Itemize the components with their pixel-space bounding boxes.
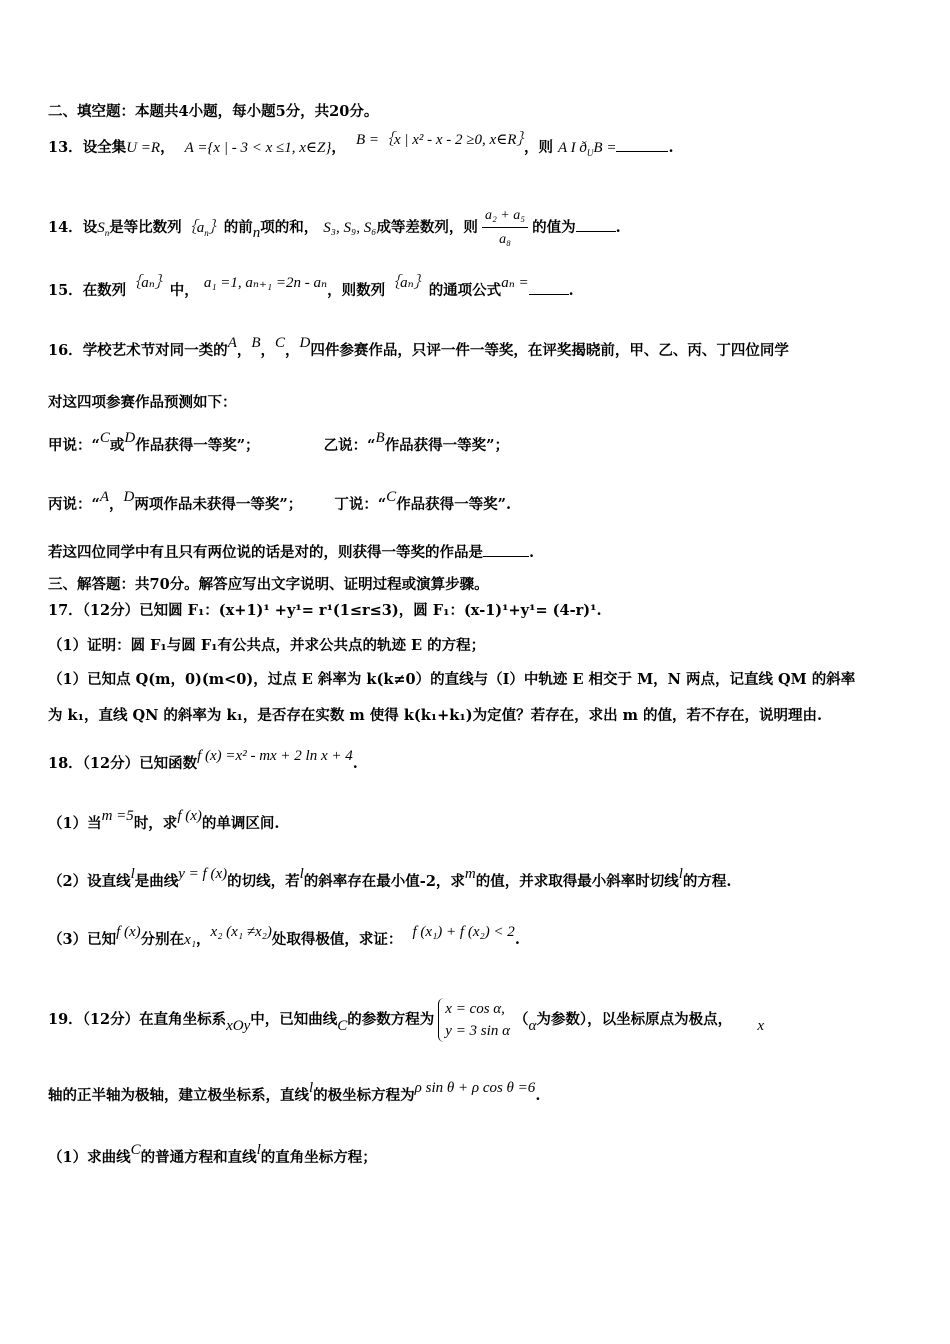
q18-p1-fx: f (x) xyxy=(177,808,202,824)
q18-p1-m: m =5 xyxy=(101,808,134,824)
q16-ding: 丁说：“ xyxy=(334,496,387,513)
section-3-heading xyxy=(48,575,910,595)
q13-expression-tail: B = xyxy=(593,140,617,156)
q19-text: 的参数方程为 xyxy=(347,1011,435,1028)
q18-p3-text: （3）已知 xyxy=(48,931,117,948)
q14-text: 是等比数列 xyxy=(109,219,182,236)
q15-number: 15． xyxy=(48,282,83,299)
q19-p1-text: 的直角坐标方程； xyxy=(260,1149,377,1166)
q19-p1-c: C xyxy=(130,1142,141,1158)
question-18 xyxy=(48,748,910,774)
q16-jia-or: 或 xyxy=(109,437,125,454)
q17-stem: 17．（12分）已知圆 F₁：(x+1)¹ +y¹= r¹(1≤r≤3)，圆 F₁：(x-1)¹+y¹= (4-r)¹. xyxy=(48,602,602,619)
q14-text: 成等差数列，则 xyxy=(376,219,478,236)
q18-stem: 18．（12分）已知函数 xyxy=(48,755,198,772)
q19-x: x xyxy=(757,1018,764,1034)
q19-text: （ xyxy=(513,1011,529,1028)
q16-yi-tail: 作品获得一等奖”； xyxy=(384,437,510,454)
q18-p2-l: l xyxy=(299,866,304,882)
q15-sequence: ｛aₙ｝ xyxy=(126,275,170,291)
q14-sum-sub: n xyxy=(104,227,110,238)
q14-sequence-sub: n xyxy=(204,227,209,238)
q16-answer-blank[interactable] xyxy=(483,556,529,557)
q19-text: 的极坐标方程为 xyxy=(313,1087,415,1104)
q19-parametric-system xyxy=(438,998,510,1042)
q18-p3-text: 处取得极值，求证： xyxy=(271,931,403,948)
q16-bing: 丙说：“ xyxy=(48,496,100,513)
q16-work-a: A xyxy=(227,335,237,351)
q16-work-c: C xyxy=(275,335,286,351)
q19-eq-x: x = cos α, xyxy=(445,1001,505,1017)
q18-p1-text: 的单调区间. xyxy=(201,815,280,832)
q19-p1-text: （1）求曲线 xyxy=(48,1149,131,1166)
q14-fraction-numerator: a₂ + a₅ xyxy=(482,206,528,228)
q15-text: 的通项公式 xyxy=(428,282,502,299)
q19-p1-l: l xyxy=(256,1142,261,1158)
q18-p2-m: m xyxy=(464,866,476,882)
question-16-predictions-2 xyxy=(48,489,910,515)
q18-p3-x1: x₁ xyxy=(184,932,197,948)
q14-terms: S₃, S₉, S₆ xyxy=(323,220,377,236)
q15-answer-blank[interactable] xyxy=(529,294,569,295)
q16-comma: ， xyxy=(285,342,300,359)
q18-p1-text: （1）当 xyxy=(48,815,102,832)
q14-sequence: ｛a xyxy=(181,220,205,236)
q13-expression: A I ð xyxy=(558,140,587,156)
q18-p2-curve: y = f (x) xyxy=(178,866,228,882)
q13-number: 13． xyxy=(48,139,83,156)
q16-text: 学校艺术节对同一类的 xyxy=(82,342,228,359)
q14-fraction-denominator: a₈ xyxy=(499,232,511,247)
q14-n: n xyxy=(252,225,261,241)
q16-ding-c: C xyxy=(386,489,397,505)
q15-text: ，则数列 xyxy=(327,282,386,299)
q13-set-a: A ={x | - 3 < x ≤1, x∈Z} xyxy=(184,140,332,156)
q14-text: 的前 xyxy=(223,219,253,236)
q16-jia: 甲说：“ xyxy=(48,437,100,454)
question-16-predictions-1 xyxy=(48,430,910,456)
q18-p1-text: 时，求 xyxy=(133,815,178,832)
q15-recurrence: a₁ =1, aₙ₊₁ =2n - aₙ xyxy=(203,275,328,291)
question-15 xyxy=(48,275,910,301)
question-19-part-1 xyxy=(48,1142,910,1168)
q16-ding-tail: 作品获得一等奖”. xyxy=(396,496,512,513)
q16-comma: ， xyxy=(109,496,124,513)
q19-line-l: l xyxy=(309,1080,314,1096)
q18-function: f (x) =x² - mx + 2 ln x + 4 xyxy=(197,748,353,764)
q18-end: . xyxy=(352,755,358,772)
q15-text: 中， xyxy=(169,282,199,299)
q19-text: 中，已知曲线 xyxy=(250,1011,338,1028)
q15-end: . xyxy=(568,282,574,299)
q13-universal-set: U =R xyxy=(126,140,161,156)
q19-alpha: α xyxy=(528,1018,537,1034)
q14-fraction xyxy=(482,206,528,250)
q16-jia-tail: 作品获得一等奖”； xyxy=(135,437,260,454)
q14-text: 项的和， xyxy=(260,219,319,236)
q19-stem: 19．（12分）在直角坐标系 xyxy=(48,1011,227,1028)
question-19-line-2 xyxy=(48,1080,910,1106)
q14-answer-blank[interactable] xyxy=(576,231,616,232)
q16-comma: ， xyxy=(236,342,252,359)
q16-yi-b: B xyxy=(375,430,385,446)
q14-text: 设 xyxy=(82,219,98,236)
q18-p2-text: 是曲线 xyxy=(134,873,179,890)
q16-bing-a: A xyxy=(99,489,110,505)
q16-text: 四件参赛作品，只评一件一等奖，在评奖揭晓前，甲、乙、丙、丁四位同学 xyxy=(310,342,789,359)
q16-end: . xyxy=(529,544,535,561)
q18-p3-inequality: f (x₁) + f (x₂) < 2 xyxy=(412,924,515,940)
q13-end: . xyxy=(668,139,674,156)
q15-text: 在数列 xyxy=(82,282,127,299)
q18-p2-l: l xyxy=(130,866,135,882)
q15-sequence: ｛aₙ｝ xyxy=(385,275,429,291)
q19-p1-text: 的普通方程和直线 xyxy=(140,1149,257,1166)
q18-p2-text: 的切线，若 xyxy=(227,873,300,890)
question-16-line-2 xyxy=(48,393,910,413)
q19-polar-equation: ρ sin θ + ρ cos θ =6 xyxy=(414,1080,536,1096)
question-18-part-2 xyxy=(48,866,910,892)
q17-part-2-text: （1）已知点 Q(m，0)(m<0)，过点 E 斜率为 k(k≠0）的直线与（Ⅰ）中轨迹 E 相交于 M，N 两点，记直线 QM 的斜率 xyxy=(48,671,856,688)
q13-text: ， xyxy=(331,139,346,156)
q14-sequence-tail: ｝ xyxy=(208,220,224,236)
q19-text: 为参数），以坐标原点为极点， xyxy=(536,1011,733,1028)
q18-p3-text: 分别在 xyxy=(140,931,185,948)
q14-number: 14． xyxy=(48,219,83,236)
q18-p2-l: l xyxy=(678,866,683,882)
q18-p3-fx: f (x) xyxy=(116,924,141,940)
q13-set-b: B =｛x | x² - x - 2 ≥0, x∈R｝ xyxy=(355,132,524,148)
q16-jia-d: D xyxy=(124,430,136,446)
section-3-heading-text: 三、解答题：共70分。解答应写出文字说明、证明过程或演算步骤。 xyxy=(48,576,489,593)
q18-p3-end: . xyxy=(514,931,520,948)
q13-text: 设全集 xyxy=(82,139,127,156)
question-19 xyxy=(48,998,910,1042)
q14-sum: S xyxy=(97,220,105,236)
q16-jia-c: C xyxy=(99,430,110,446)
q16-text: 若这四位同学中有且只有两位说的话是对的，则获得一等奖的作品是 xyxy=(48,544,483,561)
q18-p3-x2: x₂ (x₁ ≠x₂) xyxy=(210,924,272,940)
q15-general-term: aₙ = xyxy=(501,275,529,291)
question-17 xyxy=(48,601,910,621)
section-2-heading-text: 二、填空题：本题共4小题，每小题5分，共20分。 xyxy=(48,103,379,120)
q13-text: ， xyxy=(160,139,175,156)
q16-yi: 乙说：“ xyxy=(323,437,376,454)
q16-bing-d: D xyxy=(123,489,135,505)
q16-number: 16． xyxy=(48,342,83,359)
question-14 xyxy=(48,206,910,250)
q14-text: 的值为 xyxy=(532,219,576,236)
question-16-line-5 xyxy=(48,543,910,563)
q14-end: . xyxy=(615,219,621,236)
q18-p2-text: （2）设直线 xyxy=(48,873,131,890)
question-17-part-2-cont xyxy=(48,706,910,726)
q19-eq-y: y = 3 sin α xyxy=(445,1023,510,1039)
q19-xoy: xOy xyxy=(226,1018,251,1034)
q13-expression-sub: U xyxy=(586,147,594,158)
q18-p2-text: 的方程. xyxy=(682,873,732,890)
section-2-heading xyxy=(48,102,910,122)
q17-part-1-text: （1）证明：圆 F₁与圆 F₁有公共点，并求公共点的轨迹 E 的方程； xyxy=(48,637,486,654)
q16-bing-tail: 两项作品未获得一等奖”； xyxy=(134,496,303,513)
q13-text: ，则 xyxy=(523,139,553,156)
q16-text: 对这四项参赛作品预测如下： xyxy=(48,394,237,411)
q16-comma: ， xyxy=(260,342,276,359)
q19-end: . xyxy=(535,1087,541,1104)
question-16 xyxy=(48,335,910,361)
q18-p2-text: 的斜率存在最小值-2，求 xyxy=(303,873,465,890)
question-13 xyxy=(48,132,910,163)
question-17-part-1 xyxy=(48,636,910,656)
q16-work-d: D xyxy=(299,335,311,351)
question-18-part-3 xyxy=(48,924,910,950)
q18-p3-comma: ， xyxy=(196,931,211,948)
q19-curve-c: C xyxy=(337,1018,348,1034)
q18-p2-text: 的值，并求取得最小斜率时切线 xyxy=(475,873,679,890)
q19-text: 轴的正半轴为极轴，建立极坐标系，直线 xyxy=(48,1087,309,1104)
q17-part-2-text-cont: 为 k₁，直线 QN 的斜率为 k₁，是否存在实数 m 使得 k(k₁+k₁)为定值？若存在，求出 m 的值，若不存在，说明理由. xyxy=(48,707,823,724)
question-18-part-1 xyxy=(48,808,910,834)
question-17-part-2 xyxy=(48,670,910,690)
q13-answer-blank[interactable] xyxy=(616,151,668,152)
q16-work-b: B xyxy=(251,335,261,351)
